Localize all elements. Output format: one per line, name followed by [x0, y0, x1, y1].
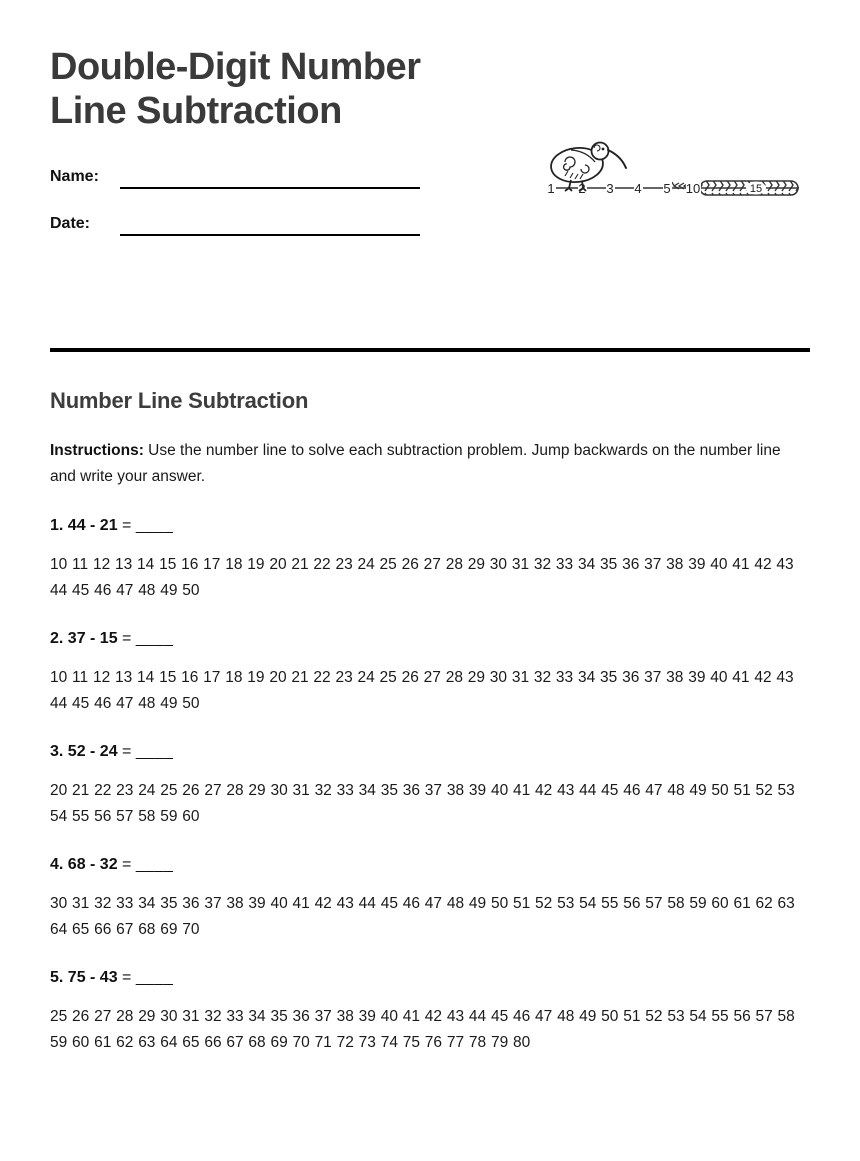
answer-blank[interactable]: ____	[135, 630, 174, 647]
instructions-text: Use the number line to solve each subtraction problem. Jump backwards on the number line and write your answer.	[50, 442, 781, 485]
problem-statement	[50, 855, 810, 874]
problem-equals-sign: =	[117, 856, 136, 873]
problems-list	[50, 516, 810, 1055]
problem-statement	[50, 629, 810, 648]
number-line-row: 30 31 32 33 34 35 36 37 38 39 40 41 42 43 44 45 46 47 48 49 50 51 52 53 54 55 56 57 58 59 60 61 62 63 64 65 66 67 68 69 70	[50, 895, 795, 938]
page-title: Double-Digit Number Line Subtraction	[50, 46, 421, 132]
problem-expression: 4. 68 - 32	[50, 856, 118, 873]
problem-expression: 2. 37 - 15	[50, 630, 118, 647]
problem-block	[50, 742, 810, 829]
problem-equals-sign: =	[117, 630, 136, 647]
section-divider	[50, 348, 810, 352]
problem-block	[50, 855, 810, 942]
kiwi-illustration-svg	[543, 136, 803, 200]
problem-statement	[50, 968, 810, 987]
number-line-row: 20 21 22 23 24 25 26 27 28 29 30 31 32 33 34 35 36 37 38 39 40 41 42 43 44 45 46 47 48 49 50 51 52 53 54 55 56 57 58 59 60	[50, 782, 795, 825]
tick-label-3: 3	[606, 181, 614, 196]
date-write-line[interactable]	[120, 210, 420, 236]
problem-statement	[50, 516, 810, 535]
problem-expression: 1. 44 - 21	[50, 517, 118, 534]
tick-label-2: 2	[578, 181, 586, 196]
problem-expression: 5. 75 - 43	[50, 969, 118, 986]
number-line-row: 10 11 12 13 14 15 16 17 18 19 20 21 22 23 24 25 26 27 28 29 30 31 32 33 34 35 36 37 38 39 40 41 42 43 44 45 46 47 48 49 50	[50, 669, 794, 712]
tick-label-1: 1	[547, 181, 555, 196]
problem-block	[50, 968, 810, 1055]
section-heading: Number Line Subtraction	[50, 388, 309, 413]
answer-blank[interactable]: ____	[135, 517, 174, 534]
tick-label-15: 15	[749, 183, 763, 195]
instructions-paragraph	[50, 438, 810, 490]
instructions-label: Instructions:	[50, 442, 144, 459]
kiwi-numberline-illustration	[543, 136, 803, 200]
tick-label-4: 4	[634, 181, 642, 196]
problem-equals-sign: =	[117, 743, 136, 760]
date-label: Date:	[50, 215, 91, 232]
answer-blank[interactable]: ____	[135, 743, 174, 760]
problem-equals-sign: =	[117, 969, 136, 986]
problem-block	[50, 629, 810, 716]
answer-blank[interactable]: ____	[135, 969, 174, 986]
number-line-row: 10 11 12 13 14 15 16 17 18 19 20 21 22 23 24 25 26 27 28 29 30 31 32 33 34 35 36 37 38 39 40 41 42 43 44 45 46 47 48 49 50	[50, 556, 794, 599]
tick-label-5: 5	[663, 181, 671, 196]
problem-block	[50, 516, 810, 603]
problem-equals-sign: =	[117, 517, 136, 534]
number-line-row: 25 26 27 28 29 30 31 32 33 34 35 36 37 38 39 40 41 42 43 44 45 46 47 48 49 50 51 52 53 54 55 56 57 58 59 60 61 62 63 64 65 66 67 68 69 70 71 72 73 74 75 76 77 78 79 80	[50, 1008, 795, 1051]
name-label: Name:	[50, 168, 99, 185]
problem-expression: 3. 52 - 24	[50, 743, 118, 760]
answer-blank[interactable]: ____	[135, 856, 174, 873]
problem-statement	[50, 742, 810, 761]
name-write-line[interactable]	[120, 163, 420, 189]
date-field-row	[50, 210, 810, 236]
tick-label-10: 10	[685, 181, 701, 196]
